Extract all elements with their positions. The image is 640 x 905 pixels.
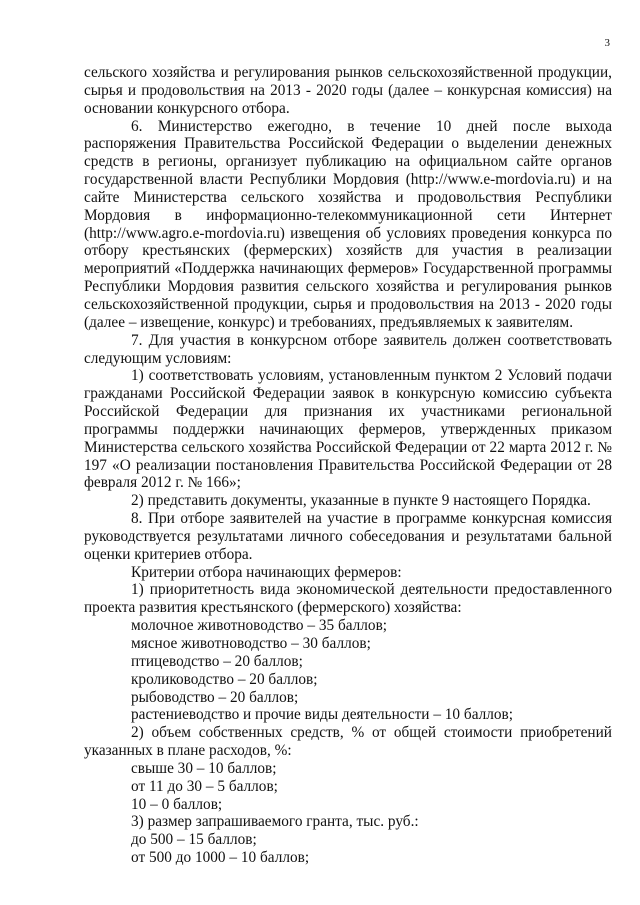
paragraph-criterion-3: 3) размер запрашиваемого гранта, тыс. руб.: (131, 813, 419, 831)
criterion-2-list (84, 760, 612, 814)
list-item: от 500 до 1000 – 10 баллов; (131, 849, 310, 867)
paragraph-criteria-heading: Критерии отбора начинающих фермеров: (131, 563, 402, 581)
paragraph-item-7-condition-1: 1) соответствовать условиям, установленным пунктом 2 Условий подачи гражданами Российской Федерации заявок в конкурсную комиссию субъекта Российской Федерации для признания их участниками региональной программы поддержки начинающих фермеров, утвержденных приказом Министерства сельского хозяйства Российской Федерации от 22 марта 2012 г. № 197 «О реализации постановления Правительства Российской Федерации от 28 февраля 2012 г. № 166»; (84, 367, 612, 492)
paragraph-intro-continuation: сельского хозяйства и регулирования рынков сельскохозяйственной продукции, сырья и продовольствия на 2013 - 2020 годы (далее – конкурсная комиссия) на основании конкурсного отбора. (84, 64, 612, 117)
list-item: кролиководство – 20 баллов; (131, 670, 318, 688)
list-item: до 500 – 15 баллов; (131, 831, 257, 849)
list-item: 10 – 0 баллов; (131, 795, 223, 813)
list-item: растениеводство и прочие виды деятельности – 10 баллов; (131, 706, 514, 724)
criterion-3-list (84, 831, 612, 867)
paragraph-item-6: 6. Министерство ежегодно, в течение 10 дней после выхода распоряжения Правительства Российской Федерации о выделении денежных средств в регионы, организует публикацию на официальном сайте органов государственной власти Республики Мордовия (http://www.e-mordovia.ru) и на сайте Министерства сельского хозяйства и продовольствия Республики Мордовия в информационно-телекоммуникационной сети Интернет (http://www.agro.e-mordovia.ru) извещения об условиях проведения конкурса по отбору крестьянских (фермерских) хозяйств для участия в реализации мероприятий «Поддержка начинающих фермеров» Государственной программы Республики Мордовия развития сельского хозяйства и регулирования рынков сельскохозяйственной продукции, сырья и продовольствия на 2013 - 2020 годы (далее – извещение, конкурс) и требованиях, предъявляемых к заявителям. (84, 117, 612, 331)
list-item: птицеводство – 20 баллов; (131, 652, 303, 670)
list-item: свыше 30 – 10 баллов; (131, 759, 277, 777)
list-item: от 11 до 30 – 5 баллов; (131, 777, 278, 795)
page-number: 3 (604, 37, 610, 49)
paragraph-criterion-2: 2) объем собственных средств, % от общей стоимости приобретений указанных в плане расходов, %: (84, 724, 612, 760)
list-item: рыбоводство – 20 баллов; (131, 688, 299, 706)
paragraph-criterion-1: 1) приоритетность вида экономической деятельности предоставленного проекта развития крестьянского (фермерского) хозяйства: (84, 581, 612, 617)
list-item: мясное животноводство – 30 баллов; (131, 635, 371, 652)
document-body (84, 64, 612, 867)
paragraph-item-8: 8. При отборе заявителей на участие в программе конкурсная комиссия руководствуется результатами личного собеседования и результатами бальной оценки критериев отбора. (84, 510, 612, 563)
paragraph-item-7: 7. Для участия в конкурсном отборе заявитель должен соответствовать следующим условиям: (84, 331, 612, 367)
list-item: молочное животноводство – 35 баллов; (131, 617, 388, 635)
paragraph-item-7-condition-2: 2) представить документы, указанные в пункте 9 настоящего Порядка. (131, 492, 591, 510)
criterion-1-list (84, 617, 612, 724)
